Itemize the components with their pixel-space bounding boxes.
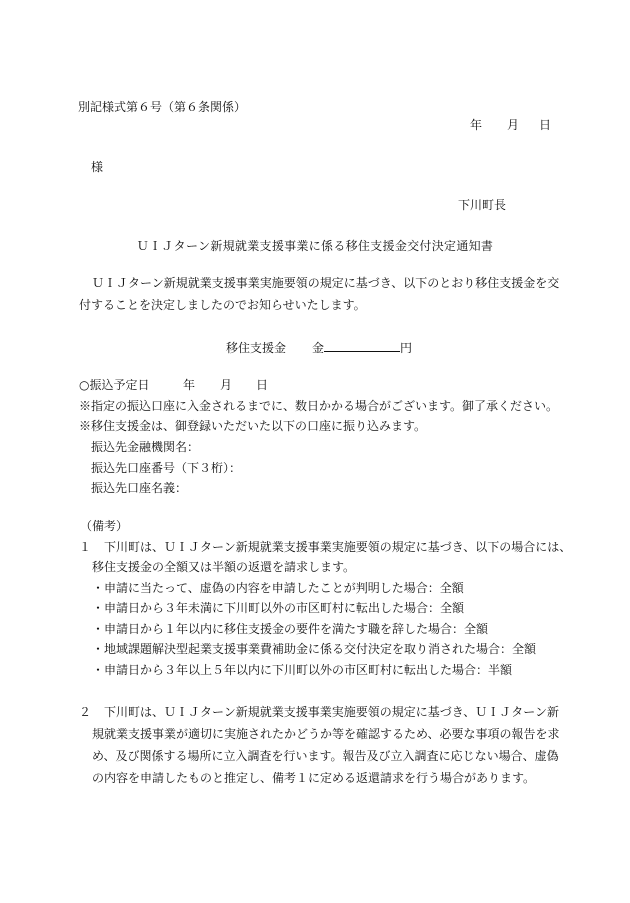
remark-1-bullet-5: ・申請日から３年以上５年以内に下川町以外の市区町村に転出した場合：半額 [92, 663, 513, 677]
issuer: 下川町長 [458, 198, 507, 212]
intro-line-2: 付することを決定しましたのでお知らせいたします。 [79, 298, 366, 312]
transfer-note-1: ※指定の振込口座に入金されるまでに、数日かかる場合がございます。御了承ください。 [79, 399, 559, 413]
amount-blank [324, 340, 400, 352]
remark-2-line-3: め、及び関係する場所に立入調査を行います。報告及び立入調査に応じない場合、虚偽 [92, 749, 559, 763]
amount-prefix: 金 [312, 341, 325, 355]
remark-2-line-1: 下川町は、ＵＩＪターン新規就業支援事業実施要領の規定に基づき、ＵＩＪターン新 [104, 705, 560, 719]
amount-line [226, 340, 412, 354]
remark-1-bullet-3: ・申請日から１年以内に移住支援金の要件を満たす職を辞した場合：全額 [92, 622, 489, 636]
amount-label: 移住支援金 [226, 341, 287, 355]
intro-line-1: ＵＩＪターン新規就業支援事業実施要領の規定に基づき、以下のとおり移住支援金を交 [92, 276, 560, 290]
remark-2-line-2: 規就業支援事業が適切に実施されたかどうか等を確認するため、必要な事項の報告を求 [92, 727, 560, 741]
transfer-heading: ○振込予定日 [79, 378, 150, 392]
date-month: 月 [507, 118, 520, 132]
remark-1-bullet-1: ・申請に当たって、虚偽の内容を申請したことが判明した場合：全額 [92, 581, 464, 595]
date-day: 日 [539, 118, 552, 132]
remark-1-number: １ [79, 540, 92, 554]
bank-name-field: 振込先金融機関名： [91, 440, 200, 454]
document-title: ＵＩＪターン新規就業支援事業に係る移住支援金交付決定通知書 [136, 239, 494, 253]
date-year: 年 [470, 118, 483, 132]
remark-1-bullet-4: ・地域課題解決型起業支援事業費補助金に係る交付決定を取り消された場合：全額 [92, 642, 537, 656]
transfer-note-2: ※移住支援金は、御登録いただいた以下の口座に振り込みます。 [79, 419, 427, 433]
remark-2-line-4: の内容を申請したものと推定し、備考１に定める返還請求を行う場合があります。 [92, 771, 536, 785]
transfer-day: 日 [256, 378, 269, 392]
amount-unit: 円 [400, 341, 413, 355]
transfer-year: 年 [183, 378, 196, 392]
remark-2-number: ２ [79, 705, 92, 719]
transfer-month: 月 [220, 378, 233, 392]
remark-1-bullet-2: ・申請日から３年未満に下川町以外の市区町村に転出した場合：全額 [92, 601, 465, 615]
account-name-field: 振込先口座名義： [91, 481, 188, 495]
remarks-heading: （備考） [80, 519, 129, 533]
addressee-suffix: 様 [91, 160, 104, 174]
remark-1-line-1: 下川町は、ＵＩＪターン新規就業支援事業実施要領の規定に基づき、以下の場合には、 [104, 540, 572, 554]
remark-1-line-2: 移住支援金の全額又は半額の返還を請求します。 [92, 560, 356, 574]
account-number-field: 振込先口座番号（下３桁）： [91, 461, 242, 475]
form-label: 別記様式第６号（第６条関係） [78, 100, 247, 114]
